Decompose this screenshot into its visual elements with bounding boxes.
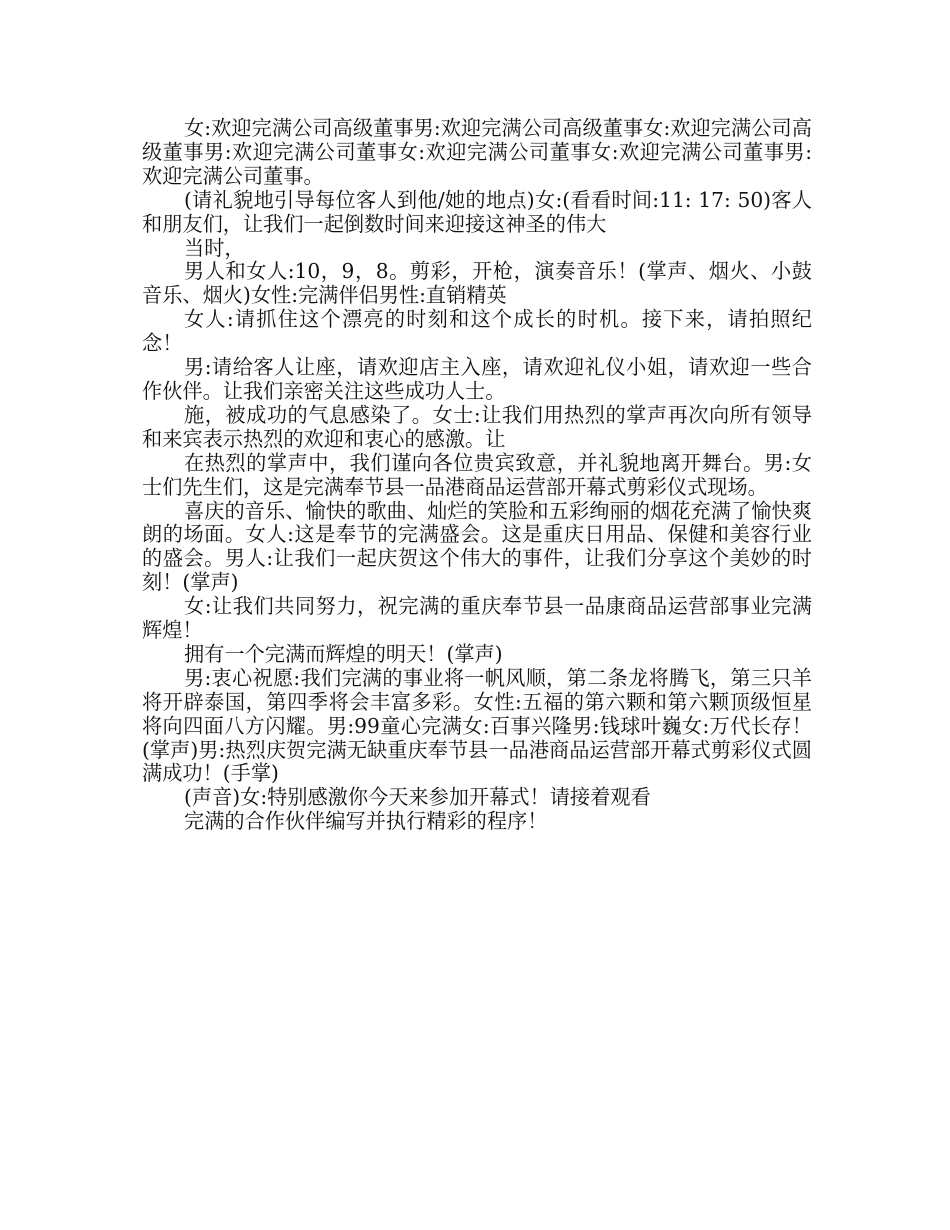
paragraph-3: 当时， [184, 235, 245, 260]
paragraph-6: 男:请给客人让座，请欢迎店主入座，请欢迎礼仪小姐，请欢迎一些合作伙伴。让我们亲密关注这些成功人士。 [142, 355, 812, 403]
paragraph-1: 女:欢迎完满公司高级董事男:欢迎完满公司高级董事女:欢迎完满公司高级董事男:欢迎完满公司董事女:欢迎完满公司董事女:欢迎完满公司董事男:欢迎完满公司董事。 [142, 116, 812, 188]
paragraph-4: 男人和女人:10，9，8。剪彩，开枪，演奏音乐！(掌声、烟火、小鼓音乐、烟火)女性:完满伴侣男性:直销精英 [142, 259, 812, 308]
paragraph-2: (请礼貌地引导每位客人到他/她的地点)女:(看看时间:11: 17: 50)客人和朋友们，让我们一起倒数时间来迎接这神圣的伟大 [142, 187, 812, 236]
paragraph-5: 女人:请抓住这个漂亮的时刻和这个成长的时机。接下来，请拍照纪念！ [142, 307, 812, 356]
document-body [142, 117, 812, 834]
paragraph-10: 女:让我们共同努力，祝完满的重庆奉节县一品康商品运营部事业完满辉煌！ [142, 594, 812, 643]
paragraph-9: 喜庆的音乐、愉快的歌曲、灿烂的笑脸和五彩绚丽的烟花充满了愉快爽朗的场面。女人:这是奉节的完满盛会。这是重庆日用品、保健和美容行业的盛会。男人:让我们一起庆贺这个伟大的事件，让我们分享这个美妙的时刻！(掌声) [142, 498, 812, 595]
paragraph-14: 完满的合作伙伴编写并执行精彩的程序！ [184, 809, 548, 834]
paragraph-7: 施，被成功的气息感染了。女士:让我们用热烈的掌声再次向所有领导和来宾表示热烈的欢迎和衷心的感激。让 [142, 402, 812, 451]
paragraph-12: 男:衷心祝愿:我们完满的事业将一帆风顺，第二条龙将腾飞，第三只羊将开辟泰国，第四季将会丰富多彩。女性:五福的第六颗和第六颗顶级恒星将向四面八方闪耀。男:99童心完满女:百事兴隆男:钱球叶巍女:万代长存！(掌声)男:热烈庆贺完满无缺重庆奉节县一品港商品运营部开幕式剪彩仪式圆满成功！(手掌) [142, 665, 812, 786]
paragraph-11: 拥有一个完满而辉煌的明天！(掌声) [184, 641, 503, 666]
paragraph-8: 在热烈的掌声中，我们谨向各位贵宾致意，并礼貌地离开舞台。男:女士们先生们，这是完满奉节县一品港商品运营部开幕式剪彩仪式现场。 [142, 450, 812, 499]
paragraph-13: (声音)女:特别感激你今天来参加开幕式！请接着观看 [184, 785, 651, 810]
